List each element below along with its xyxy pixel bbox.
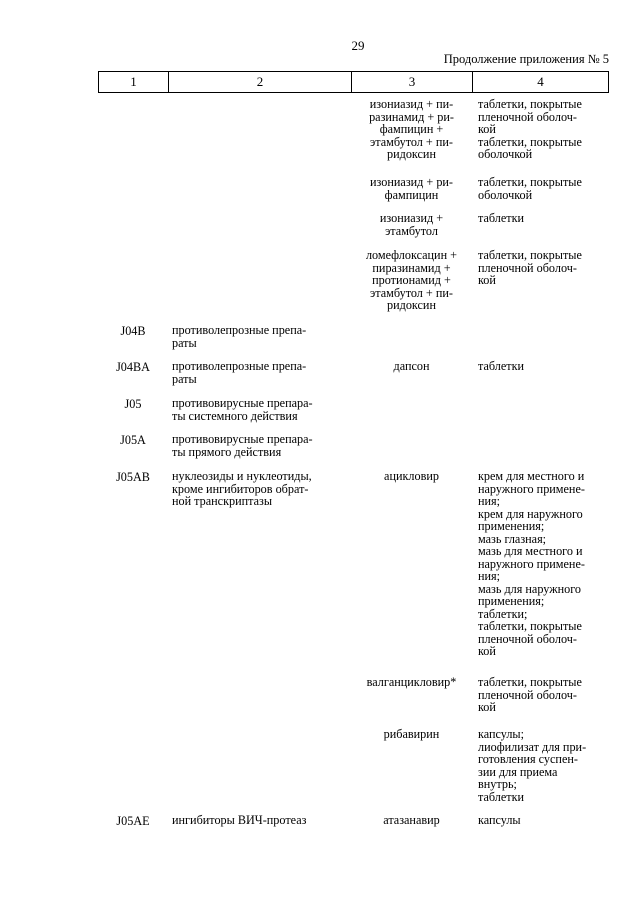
cell-line: пленочной оболоч-	[478, 631, 577, 646]
table-row	[98, 470, 607, 658]
drug-name-cell	[351, 249, 472, 312]
cell-line: ацикловир	[384, 469, 439, 483]
table-row	[98, 360, 607, 385]
cell-line: оболочкой	[478, 147, 533, 161]
cell-line: J05	[124, 397, 142, 411]
drug-name-cell	[351, 728, 472, 741]
cell-line: таблетки, покрытые	[478, 134, 582, 149]
cell-line: ты прямого действия	[172, 444, 282, 459]
cell-line: этамбутол + пи-	[370, 134, 453, 149]
header-col-4: 4	[537, 74, 544, 89]
cell-line: рибавирин	[383, 727, 440, 741]
cell-line: таблетки	[478, 789, 525, 804]
cell-line: нуклеозиды и нуклеотиды,	[172, 469, 312, 483]
cell-line: оболочкой	[478, 187, 533, 202]
atc-code-cell	[98, 98, 168, 99]
atc-code-cell	[98, 433, 168, 447]
page-number: 29	[351, 38, 365, 53]
cell-line: таблетки, покрытые	[478, 175, 582, 189]
cell-line: мазь для местного и	[478, 544, 583, 558]
dosage-form-cell	[472, 728, 607, 803]
continuation-caption: Продолжение приложения № 5	[443, 52, 609, 66]
drug-name-cell	[351, 676, 472, 689]
atc-code-cell	[98, 249, 168, 250]
cell-line: валганцикловир*	[366, 675, 457, 689]
cell-line: кой	[478, 700, 496, 714]
cell-line: противовирусные препара-	[172, 432, 313, 446]
cell-line: таблетки, покрытые	[478, 675, 582, 689]
cell-line: противовирусные препара-	[172, 396, 313, 410]
cell-line: кой	[478, 644, 496, 658]
cell-line: готовления суспен-	[478, 752, 578, 766]
cell-line: крем для наружного	[478, 506, 583, 521]
cell-line: ломефлоксацин +	[365, 248, 458, 262]
cell-line: изониазид +	[379, 211, 444, 225]
cell-line: таблетки, покрытые	[478, 619, 582, 633]
cell-line: фампицин +	[379, 122, 444, 136]
cell-line: дапсон	[393, 359, 430, 373]
table-row	[98, 324, 607, 349]
cell-line: наружного примене-	[478, 481, 585, 496]
dosage-form-cell	[472, 212, 607, 225]
header-col-1: 1	[99, 72, 169, 92]
atc-code-cell	[98, 176, 168, 177]
cell-line: пленочной оболоч-	[478, 260, 577, 275]
drug-name-cell	[351, 814, 472, 827]
cell-line: фампицин	[384, 187, 439, 202]
cell-line: J05AB	[116, 470, 150, 484]
table-row	[98, 728, 607, 803]
atc-code-cell	[98, 360, 168, 374]
group-name-cell	[168, 470, 351, 508]
group-name-cell	[168, 433, 351, 458]
cell-line: таблетки, покрытые	[478, 248, 582, 262]
cell-line: протионамид +	[372, 273, 451, 287]
dosage-form-cell	[472, 176, 607, 201]
table-row	[98, 212, 607, 237]
cell-line: пленочной оболоч-	[478, 109, 577, 124]
cell-line: ния;	[478, 569, 501, 583]
cell-line: раты	[172, 371, 197, 386]
cell-line: лиофилизат для при-	[478, 739, 587, 754]
cell-line: J04B	[120, 324, 146, 338]
cell-line: таблетки	[478, 211, 525, 225]
cell-line: капсулы	[478, 813, 521, 827]
atc-code-cell	[98, 676, 168, 677]
dosage-form-cell	[472, 470, 607, 658]
atc-code-cell	[98, 324, 168, 338]
atc-code-cell	[98, 212, 168, 213]
cell-line: разинамид + ри-	[369, 109, 454, 124]
cell-line: кой	[478, 122, 496, 136]
drug-name-cell	[351, 360, 472, 373]
group-name-cell	[168, 814, 351, 827]
group-name-cell	[168, 397, 351, 422]
cell-line: мазь для наружного	[478, 581, 582, 596]
cell-line: таблетки, покрытые	[478, 97, 582, 111]
table-row	[98, 98, 607, 161]
cell-line: ингибиторы ВИЧ-протеаз	[172, 813, 307, 827]
cell-line: изониазид + пи-	[369, 97, 454, 111]
cell-line: J04BA	[116, 360, 150, 374]
cell-line: этамбутол	[385, 223, 438, 238]
atc-code-cell	[98, 397, 168, 411]
atc-code-cell	[98, 470, 168, 484]
cell-line: противолепрозные препа-	[172, 323, 307, 337]
cell-line: зии для приема	[478, 764, 558, 779]
dosage-form-cell	[472, 814, 607, 827]
group-name-cell	[168, 360, 351, 385]
cell-line: кроме ингибиторов обрат-	[172, 481, 309, 496]
cell-line: J05AE	[116, 814, 150, 828]
drug-name-cell	[351, 98, 472, 161]
cell-line: пиразинамид +	[372, 260, 451, 275]
drug-name-cell	[351, 176, 472, 201]
header-col-2: 2	[169, 72, 352, 92]
dosage-form-cell	[472, 676, 607, 714]
cell-line: ной транскриптазы	[172, 494, 273, 508]
header-col-3: 3	[352, 72, 473, 92]
table-row	[98, 249, 607, 312]
cell-line: ридоксин	[387, 298, 436, 312]
cell-line: кой	[478, 273, 496, 287]
cell-line: применения;	[478, 519, 545, 533]
cell-line: ты системного действия	[172, 408, 298, 423]
drug-name-cell	[351, 212, 472, 237]
dosage-form-cell	[472, 98, 607, 161]
cell-line: ния;	[478, 494, 501, 508]
table-row	[98, 397, 607, 422]
cell-line: этамбутол + пи-	[370, 285, 453, 300]
cell-line: J05A	[120, 433, 146, 447]
table-header	[98, 71, 609, 93]
table-row	[98, 676, 607, 714]
cell-line: применения;	[478, 594, 545, 608]
table-row	[98, 814, 607, 828]
atc-code-cell	[98, 728, 168, 729]
cell-line: раты	[172, 335, 197, 350]
cell-line: противолепрозные препа-	[172, 359, 307, 373]
cell-line: капсулы;	[478, 727, 524, 741]
cell-line: наружного примене-	[478, 556, 585, 571]
cell-line: атазанавир	[383, 813, 440, 827]
group-name-cell	[168, 324, 351, 349]
cell-line: таблетки	[478, 359, 525, 373]
cell-line: пленочной оболоч-	[478, 687, 577, 702]
dosage-form-cell	[472, 249, 607, 287]
table-row	[98, 176, 607, 201]
cell-line: внутрь;	[478, 777, 517, 791]
table-row	[98, 433, 607, 458]
cell-line: ридоксин	[387, 147, 436, 161]
cell-line: таблетки;	[478, 606, 528, 621]
cell-line: крем для местного и	[478, 469, 585, 483]
dosage-form-cell	[472, 360, 607, 373]
cell-line: изониазид + ри-	[370, 175, 453, 189]
atc-code-cell	[98, 814, 168, 828]
drug-name-cell	[351, 470, 472, 483]
cell-line: мазь глазная;	[478, 531, 547, 546]
